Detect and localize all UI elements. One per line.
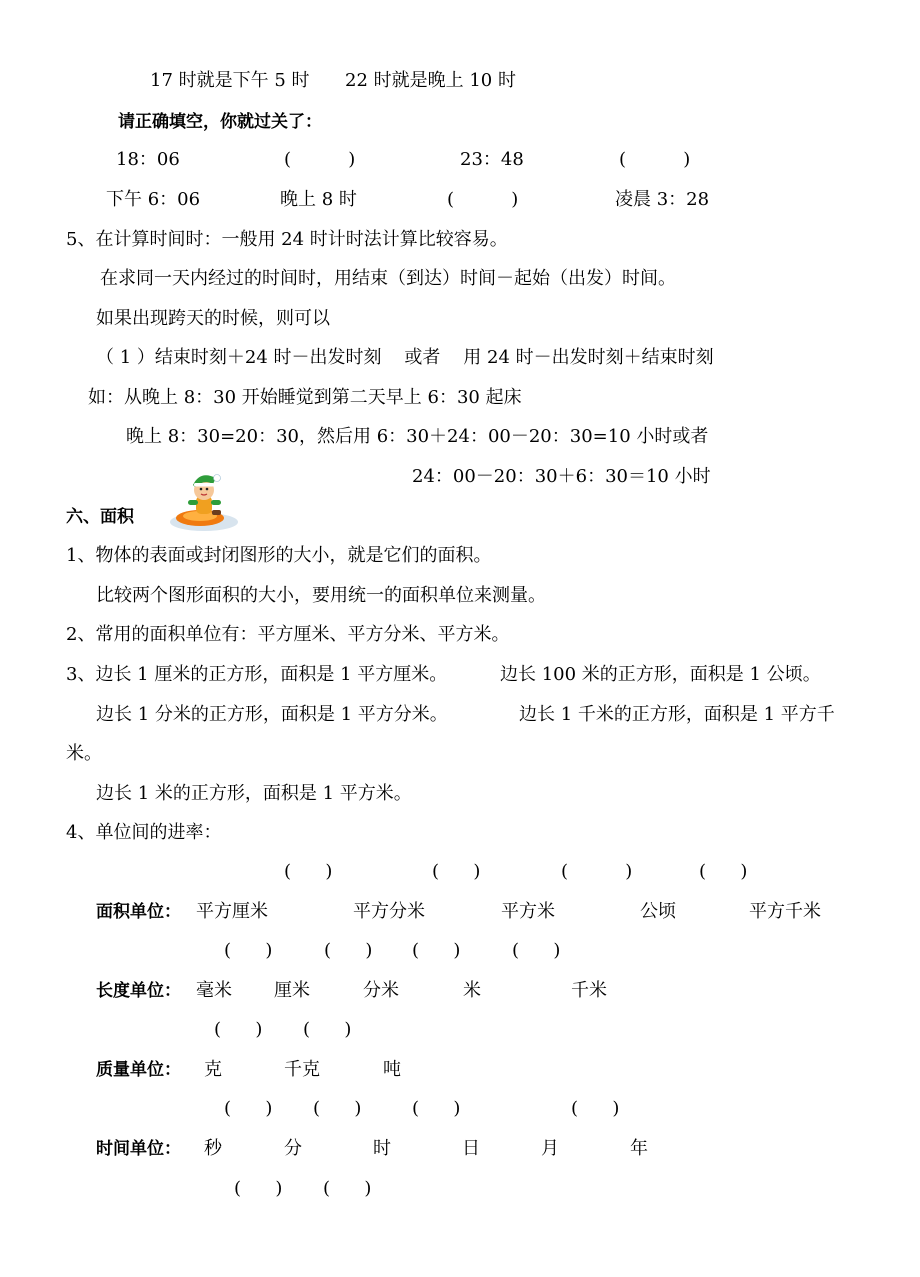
area-point-3-dm: 边长 1 分米的正方形，面积是 1 平方分米。 (96, 704, 448, 725)
boy-on-snow-sled-icon (166, 470, 242, 534)
length-units-label: 长度单位： (96, 981, 181, 1001)
area-unit: 平方厘米 (196, 901, 268, 922)
blank-1806[interactable]: ( ) (284, 149, 356, 170)
time-evening-8: 晚上 8 时 (280, 189, 357, 210)
area-point-4: 4、单位间的进率： (66, 822, 222, 843)
time-unit: 年 (630, 1138, 648, 1159)
length-unit: 分米 (363, 980, 399, 1001)
section-heading-area: 六、面积 (66, 507, 134, 527)
area-point-3-km-wrap: 米。 (66, 743, 102, 764)
time-unit: 月 (541, 1138, 559, 1159)
area-rate-blank[interactable]: ( ) (432, 861, 481, 882)
area-unit: 平方千米 (749, 901, 821, 922)
time-afternoon-606: 下午 6：06 (106, 189, 201, 210)
area-point-3-m: 边长 1 米的正方形，面积是 1 平方米。 (96, 783, 412, 804)
mass-unit: 吨 (383, 1059, 401, 1080)
time-early-morning-328: 凌晨 3：28 (615, 189, 710, 210)
mass-units-label: 质量单位： (96, 1060, 181, 1080)
area-unit: 平方米 (501, 901, 555, 922)
area-unit: 平方分米 (353, 901, 425, 922)
rule-5-cross-day: 如果出现跨天的时候，则可以 (96, 308, 330, 329)
example-intro: 如：从晚上 8：30 开始睡觉到第二天早上 6：30 起床 (88, 387, 522, 408)
mass-unit: 克 (204, 1059, 222, 1080)
line-17-hour: 17 时就是下午 5 时 (150, 70, 310, 91)
example-step-1: 晚上 8：30=20：30，然后用 6：30＋24：00－20：30=10 小时或者 (126, 426, 709, 447)
area-point-3-km: 边长 1 千米的正方形，面积是 1 平方千 (519, 704, 835, 725)
area-unit: 公顷 (640, 901, 676, 922)
area-units-label: 面积单位： (96, 902, 181, 922)
time-rate-blank[interactable]: ( ) (571, 1098, 620, 1119)
area-rate-blank[interactable]: ( ) (699, 861, 748, 882)
area-point-3-cm: 3、边长 1 厘米的正方形，面积是 1 平方厘米。 (66, 664, 448, 685)
rule-5-formula: （ 1 ）结束时刻＋24 时－出发时刻 或者 用 24 时－出发时刻＋结束时刻 (96, 347, 714, 368)
rule-5-same-day: 在求同一天内经过的时间时，用结束（到达）时间－起始（出发）时间。 (100, 268, 676, 289)
blank-2348[interactable]: ( ) (619, 149, 691, 170)
time-2348: 23：48 (460, 149, 524, 170)
time-rate-blank[interactable]: ( ) (224, 1098, 273, 1119)
time-1806: 18：06 (116, 149, 180, 170)
length-rate-blank[interactable]: ( ) (412, 940, 461, 961)
time-rate-blank[interactable]: ( ) (323, 1178, 372, 1199)
mass-rate-blank[interactable]: ( ) (303, 1019, 352, 1040)
area-point-1: 1、物体的表面或封闭图形的大小，就是它们的面积。 (66, 545, 492, 566)
length-unit: 米 (463, 980, 481, 1001)
time-unit: 时 (373, 1138, 391, 1159)
time-rate-blank[interactable]: ( ) (313, 1098, 362, 1119)
fill-in-prompt: 请正确填空，你就过关了： (118, 112, 322, 132)
mass-rate-blank[interactable]: ( ) (214, 1019, 263, 1040)
example-step-2: 24：00－20：30＋6：30＝10 小时 (412, 466, 711, 487)
area-rate-blank[interactable]: ( ) (561, 861, 633, 882)
length-rate-blank[interactable]: ( ) (224, 940, 273, 961)
length-unit: 毫米 (196, 980, 232, 1001)
length-rate-blank[interactable]: ( ) (512, 940, 561, 961)
mass-unit: 千克 (284, 1059, 320, 1080)
time-units-label: 时间单位： (96, 1139, 181, 1159)
time-unit: 日 (462, 1138, 480, 1159)
length-rate-blank[interactable]: ( ) (324, 940, 373, 961)
area-point-3-hectare: 边长 100 米的正方形，面积是 1 公顷。 (500, 664, 821, 685)
time-unit: 秒 (204, 1138, 222, 1159)
area-point-2: 2、常用的面积单位有：平方厘米、平方分米、平方米。 (66, 624, 510, 645)
time-rate-blank[interactable]: ( ) (412, 1098, 461, 1119)
blank-evening-8[interactable]: ( ) (447, 189, 519, 210)
line-22-hour: 22 时就是晚上 10 时 (345, 70, 516, 91)
area-point-1-compare: 比较两个图形面积的大小，要用统一的面积单位来测量。 (96, 585, 546, 606)
time-rate-blank[interactable]: ( ) (234, 1178, 283, 1199)
area-rate-blank[interactable]: ( ) (284, 861, 333, 882)
rule-5: 5、在计算时间时：一般用 24 时计时法计算比较容易。 (66, 229, 508, 250)
length-unit: 厘米 (274, 980, 310, 1001)
time-unit: 分 (284, 1138, 302, 1159)
length-unit: 千米 (571, 980, 607, 1001)
